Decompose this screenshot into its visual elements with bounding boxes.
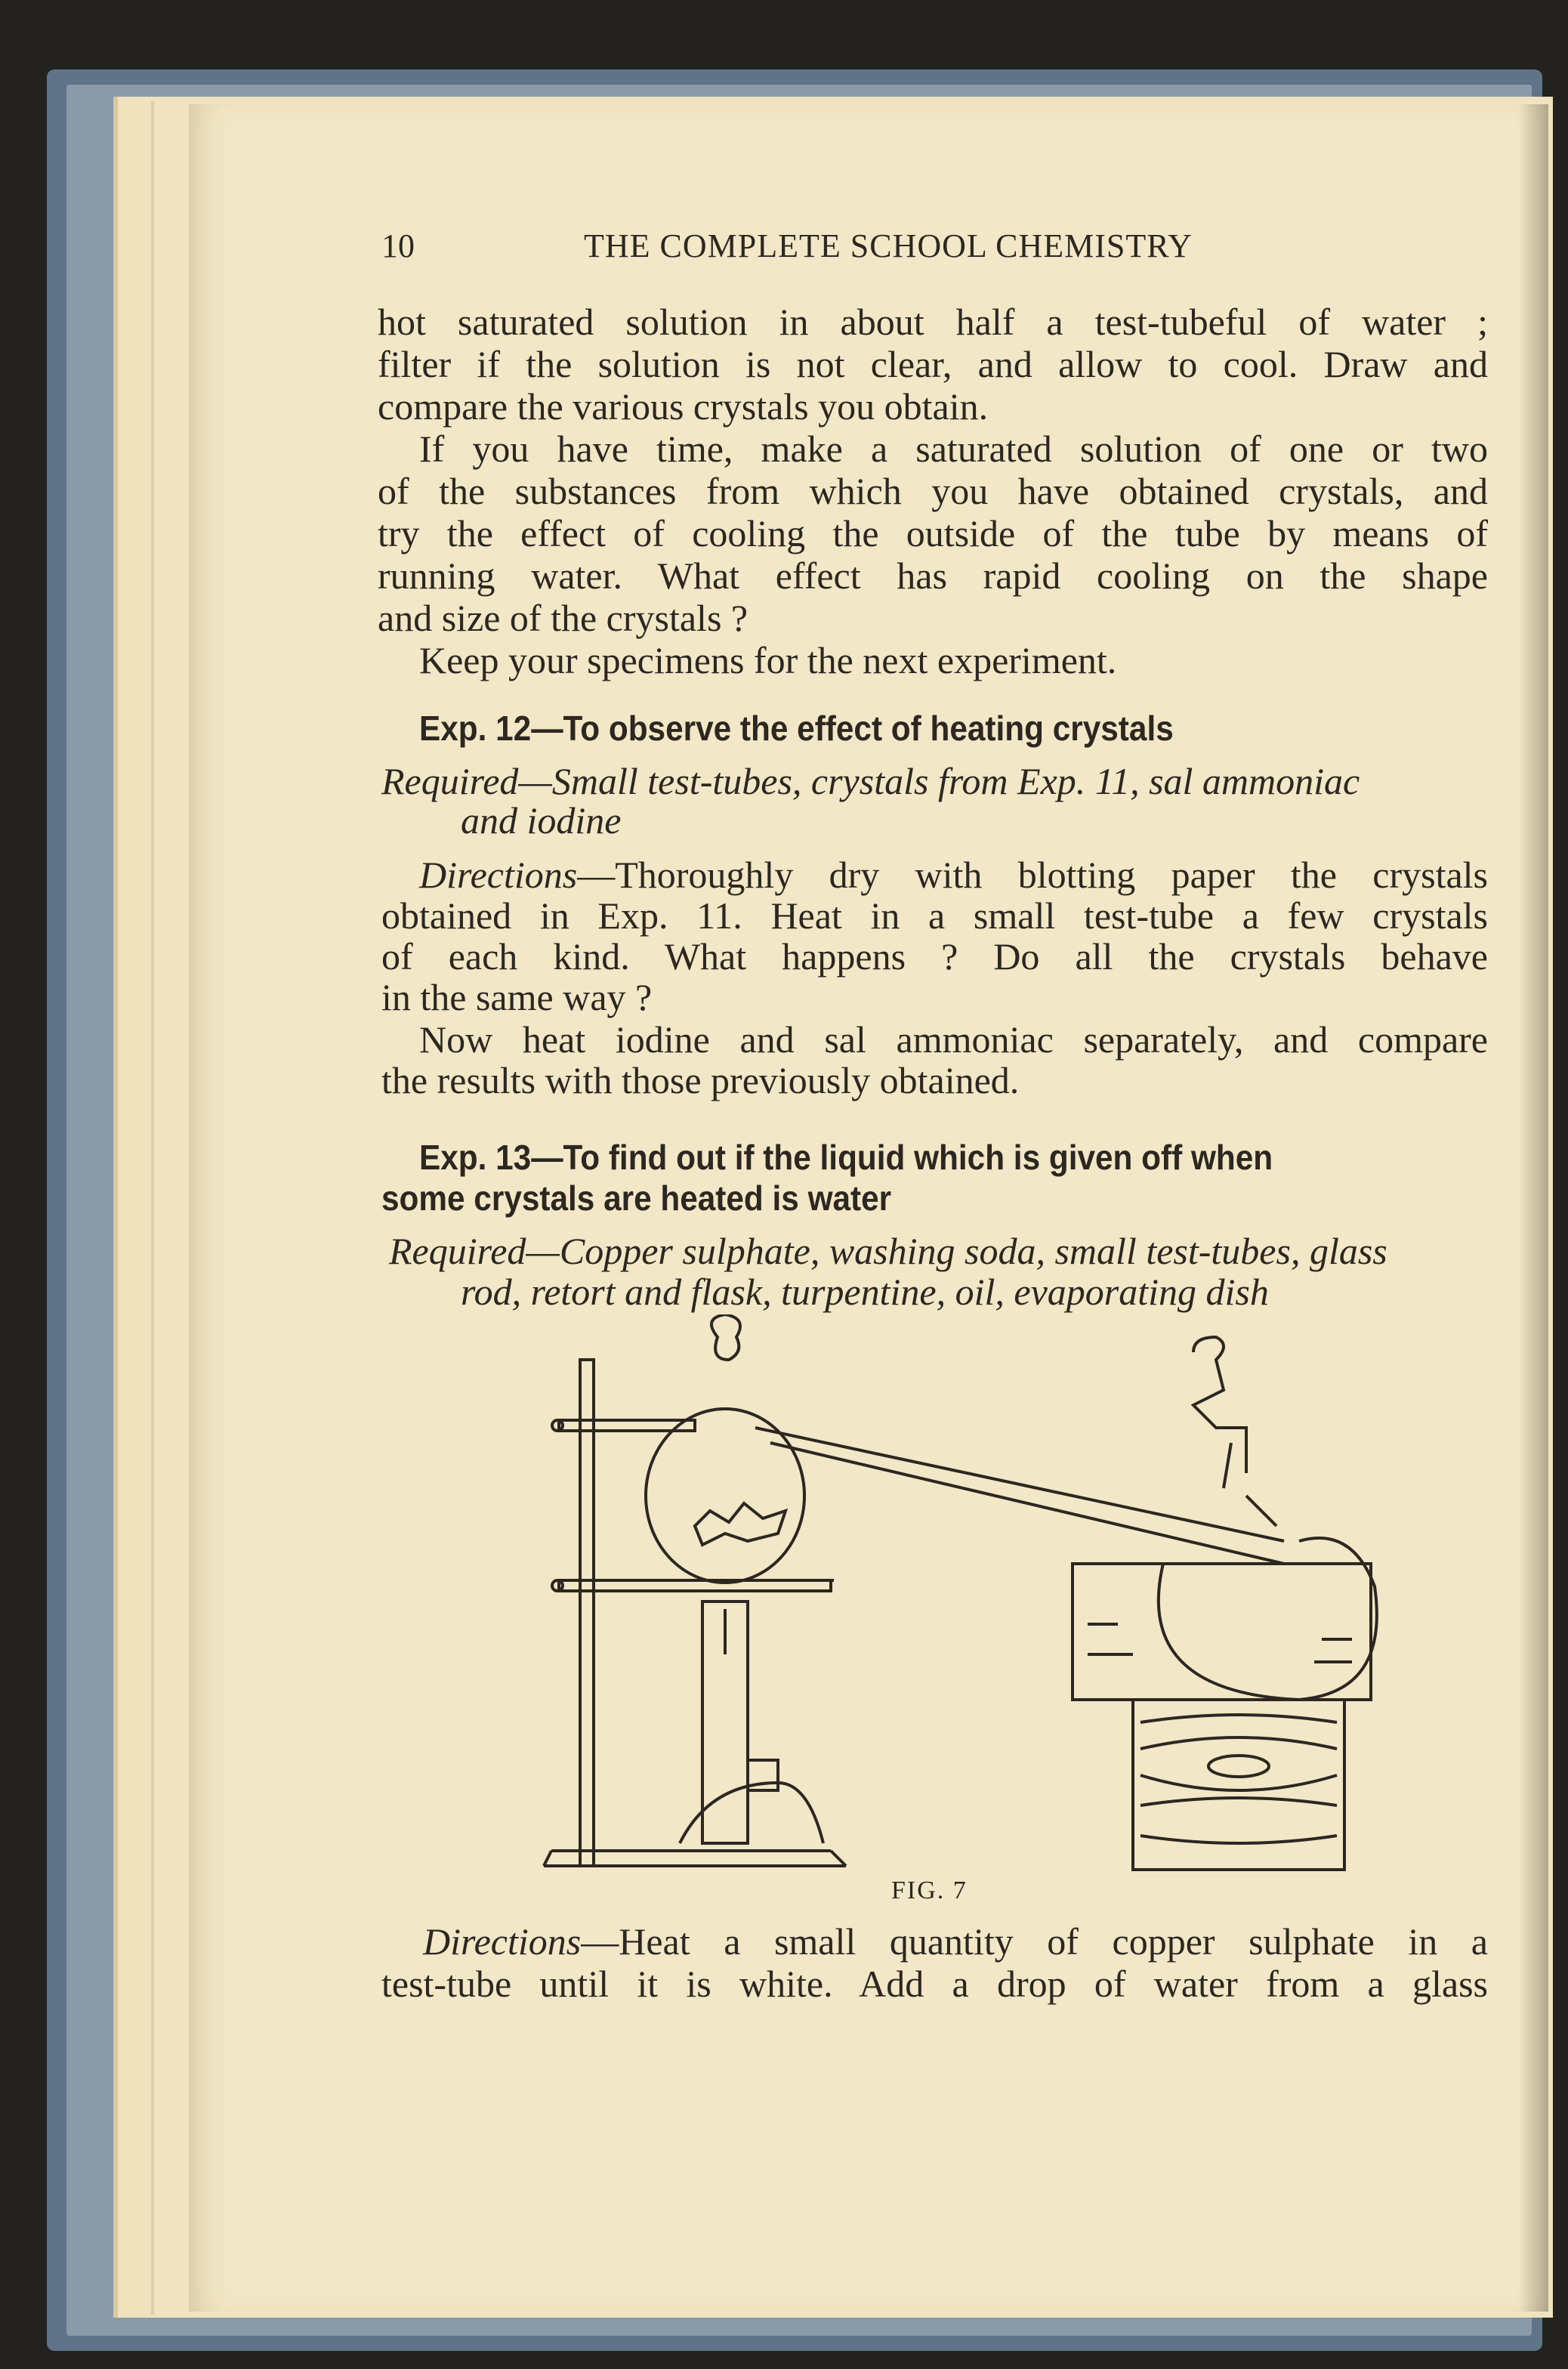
retort-stand xyxy=(544,1360,846,1866)
exp12-heading: Exp. 12—To observe the effect of heating crystals xyxy=(419,709,1174,748)
required-label: Required xyxy=(389,1230,526,1272)
page-number: 10 xyxy=(381,227,415,264)
exp12-followup-line: Now heat iodine and sal ammoniac separately, and compare xyxy=(419,1018,1488,1061)
exp12-required-line: and iodine xyxy=(461,799,622,842)
paragraph-line: If you have time, make a saturated solution of one or two xyxy=(419,428,1488,470)
paragraph-line: of the substances from which you have obtained crystals, and xyxy=(378,470,1488,512)
exp13-directions-line: Directions—Heat a small quantity of copper sulphate in a xyxy=(423,1920,1488,1963)
paragraph-line: compare the various crystals you obtain. xyxy=(378,385,989,428)
exp12-directions-line: Directions—Thoroughly dry with blotting paper the crystals xyxy=(419,854,1488,896)
exp13-heading: Exp. 13—To find out if the liquid which is given off when xyxy=(419,1138,1273,1177)
exp13-directions-line: test-tube until it is white. Add a drop of water from a glass xyxy=(381,1963,1488,2005)
exp13-heading: some crystals are heated is water xyxy=(381,1178,892,1218)
exp13-required-line: rod, retort and flask, turpentine, oil, evaporating dish xyxy=(461,1271,1269,1313)
tap xyxy=(1193,1337,1276,1526)
exp12-directions-line: obtained in Exp. 11. Heat in a small test-tube a few crystals xyxy=(381,894,1488,937)
exp12-followup-line: the results with those previously obtained. xyxy=(381,1059,1020,1101)
directions-label: Directions xyxy=(423,1920,582,1963)
paragraph-line: running water. What effect has rapid cooling on the shape xyxy=(378,554,1488,597)
paragraph-line: try the effect of cooling the outside of the tube by means of xyxy=(378,512,1488,554)
figure-caption: FIG. 7 xyxy=(891,1876,968,1904)
paragraph-line: Keep your specimens for the next experiment. xyxy=(419,639,1117,681)
page-gutter-shadow xyxy=(1518,104,1548,2312)
exp12-required-line: Required—Small test-tubes, crystals from Exp. 11, sal ammoniac xyxy=(381,760,1360,802)
paragraph-line: filter if the solution is not clear, and allow to cool. Draw and xyxy=(378,343,1488,385)
required-label: Required xyxy=(381,760,519,802)
exp12-directions-line: in the same way ? xyxy=(381,976,653,1018)
wood-block xyxy=(1133,1700,1344,1870)
retort-flask xyxy=(646,1314,1284,1583)
paragraph-line: hot saturated solution in about half a test-tubeful of water ; xyxy=(378,301,1488,343)
burner xyxy=(680,1580,838,1843)
exp13-required-line: Required—Copper sulphate, washing soda, small test-tubes, glass xyxy=(389,1230,1387,1272)
running-header xyxy=(381,227,1492,272)
directions-label: Directions xyxy=(419,854,578,896)
apparatus-illustration xyxy=(529,1314,1397,1873)
running-title: THE COMPLETE SCHOOL CHEMISTRY xyxy=(584,227,1193,264)
exp12-directions-line: of each kind. What happens ? Do all the crystals behave xyxy=(381,935,1488,978)
receiving-flask xyxy=(1073,1538,1377,1700)
paragraph-line: and size of the crystals ? xyxy=(378,597,749,639)
